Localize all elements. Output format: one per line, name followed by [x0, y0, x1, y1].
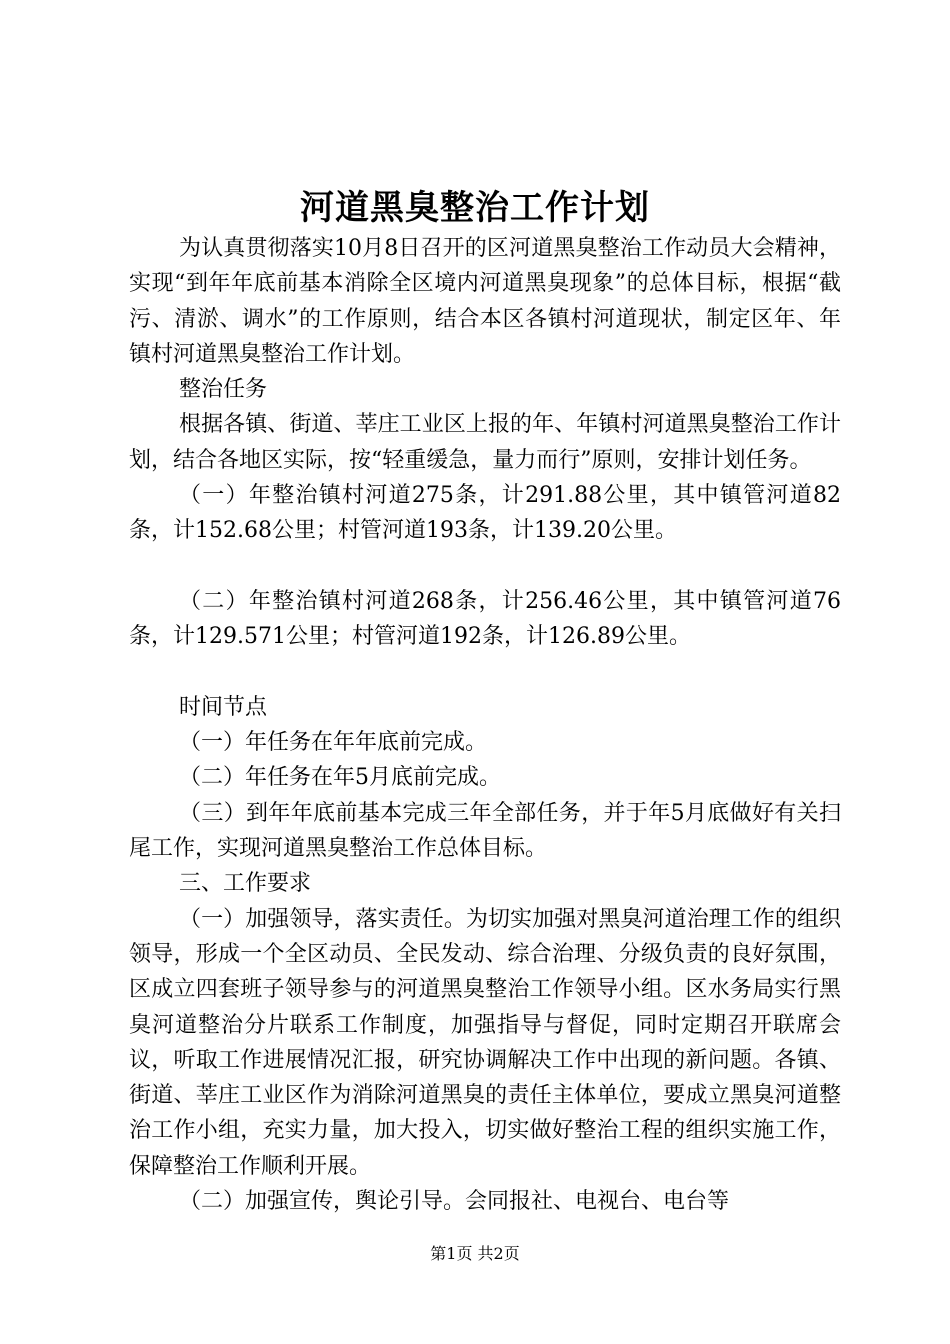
- blank-line: [129, 549, 841, 584]
- timeline-item-1: （一）年任务在年年底前完成。: [179, 730, 488, 756]
- section-heading-tasks: 整治任务: [179, 377, 268, 403]
- document-title: 河道黑臭整治工作计划: [300, 188, 650, 228]
- section-heading-requirements: 三、工作要求: [179, 871, 312, 897]
- section-heading-timeline: 时间节点: [179, 694, 268, 720]
- task-item-1: （一）年整治镇村河道275条，计291.88公里，其中镇管河道82条，计152.68公里；村管河道193条，计139.20公里。: [129, 483, 841, 544]
- document-body: [129, 231, 841, 1219]
- requirement-item-2: （二）加强宣传，舆论引导。会同报社、电视台、电台等: [179, 1189, 730, 1215]
- requirement-item-1: （一）加强领导，落实责任。为切实加强对黑臭河道治理工作的组织领导，形成一个全区动员、全民发动、综合治理、分级负责的良好氛围，区成立四套班子领导参与的河道黑臭整治工作领导小组。区水务局实行黑臭河道整治分片联系工作制度，加强指导与督促，同时定期召开联席会议，听取工作进展情况汇报，研究协调解决工作中出现的新问题。各镇、街道、莘庄工业区作为消除河道黑臭的责任主体单位，要成立黑臭河道整治工作小组，充实力量，加大投入，切实做好整治工程的组织实施工作，保障整治工作顺利开展。: [129, 906, 841, 1179]
- task-item-2: （二）年整治镇村河道268条，计256.46公里，其中镇管河道76条，计129.571公里；村管河道192条，计126.89公里。: [129, 588, 841, 650]
- timeline-item-3: （三）到年年底前基本完成三年全部任务，并于年5月底做好有关扫尾工作，实现河道黑臭整治工作总体目标。: [129, 800, 841, 862]
- timeline-item-2: （二）年任务在年5月底前完成。: [179, 765, 501, 791]
- page-footer: 第1页 共2页: [430, 1244, 520, 1263]
- blank-line: [129, 655, 841, 690]
- intro-paragraph: 为认真贯彻落实10月8日召开的区河道黑臭整治工作动员大会精神，实现“到年年底前基本消除全区境内河道黑臭现象”的总体目标，根据“截污、清淤、调水”的工作原则，结合本区各镇村河道现状，制定区年、年镇村河道黑臭整治工作计划。: [129, 236, 841, 367]
- tasks-paragraph: 根据各镇、街道、莘庄工业区上报的年、年镇村河道黑臭整治工作计划，结合各地区实际，按“轻重缓急，量力而行”原则，安排计划任务。: [129, 412, 841, 473]
